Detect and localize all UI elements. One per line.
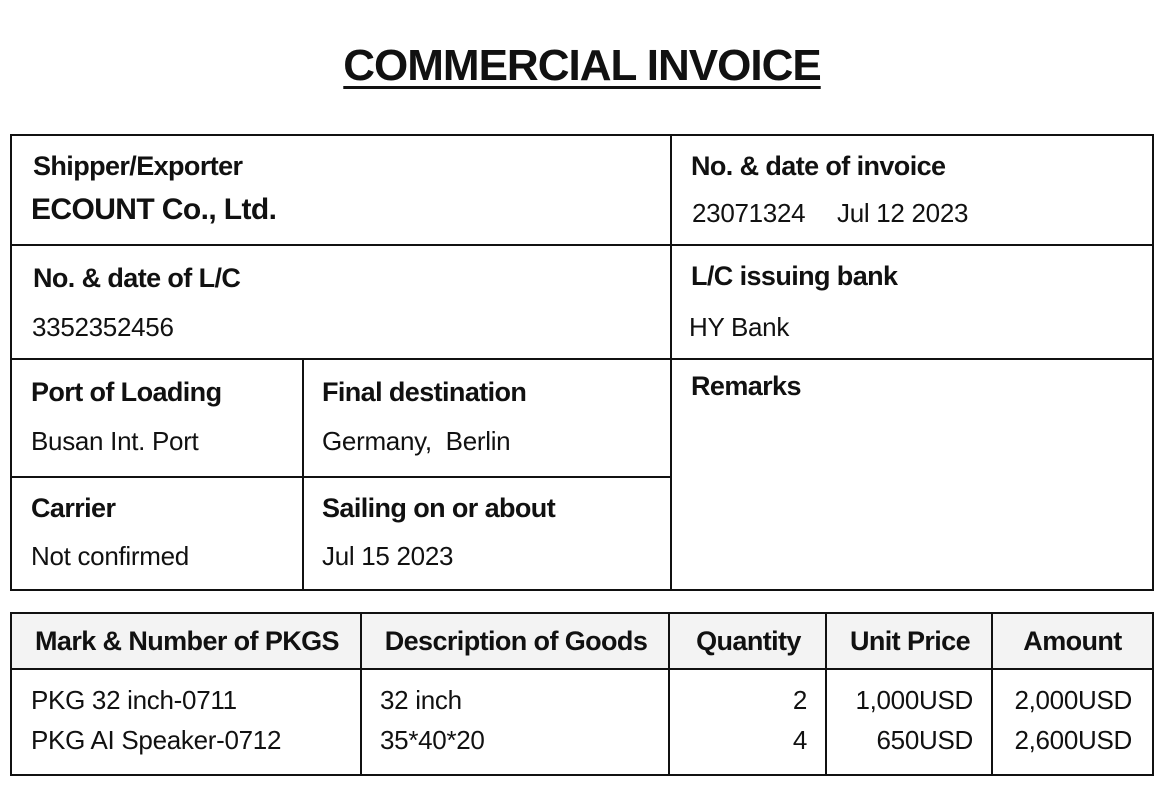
header-description: Description of Goods <box>384 626 648 656</box>
goods-table-header <box>12 614 1152 670</box>
shipper-value: ECOUNT Co., Ltd. <box>31 193 277 226</box>
goods-col-divider-4 <box>991 614 993 774</box>
row1-unit-price: 1,000USD <box>855 685 973 715</box>
row2-mark: PKG AI Speaker-0712 <box>31 725 282 755</box>
bank-label: L/C issuing bank <box>691 261 898 291</box>
carrier-label: Carrier <box>31 493 116 523</box>
grid-divider-vertical-left <box>302 358 304 591</box>
invoice-number: 23071324 <box>692 198 806 228</box>
lc-value: 3352352456 <box>32 312 174 342</box>
row2-unit-price: 650USD <box>876 725 973 755</box>
row1-quantity: 2 <box>792 685 807 715</box>
carrier-value: Not confirmed <box>31 541 189 571</box>
grid-divider-row2 <box>10 358 1154 360</box>
row1-description: 32 inch <box>380 685 462 715</box>
grid-divider-row1 <box>10 244 1154 246</box>
sailing-label: Sailing on or about <box>322 493 556 523</box>
row2-amount: 2,600USD <box>1014 725 1132 755</box>
final-destination-value: Germany, Berlin <box>322 426 511 456</box>
grid-divider-row3 <box>10 476 672 478</box>
header-unit-price: Unit Price <box>849 626 971 656</box>
row2-quantity: 4 <box>792 725 807 755</box>
row1-amount: 2,000USD <box>1014 685 1132 715</box>
goods-table <box>10 612 1154 776</box>
goods-col-divider-2 <box>668 614 670 774</box>
port-of-loading-label: Port of Loading <box>31 377 222 407</box>
header-mark: Mark & Number of PKGS <box>35 626 339 656</box>
port-of-loading-value: Busan Int. Port <box>31 426 199 456</box>
header-quantity: Quantity <box>696 626 801 656</box>
lc-label: No. & date of L/C <box>33 263 241 293</box>
shipper-label: Shipper/Exporter <box>33 151 243 181</box>
bank-value: HY Bank <box>689 312 790 342</box>
sailing-value: Jul 15 2023 <box>322 541 454 571</box>
grid-divider-vertical-main <box>670 134 672 591</box>
invoice-label: No. & date of invoice <box>691 151 946 181</box>
row2-description: 35*40*20 <box>380 725 485 755</box>
invoice-date: Jul 12 2023 <box>837 198 969 228</box>
header-amount: Amount <box>1023 626 1122 656</box>
remarks-label: Remarks <box>691 371 801 401</box>
goods-col-divider-3 <box>825 614 827 774</box>
document-title: COMMERCIAL INVOICE <box>343 41 821 90</box>
goods-col-divider-1 <box>360 614 362 774</box>
row1-mark: PKG 32 inch-0711 <box>31 685 237 715</box>
final-destination-label: Final destination <box>322 377 527 407</box>
